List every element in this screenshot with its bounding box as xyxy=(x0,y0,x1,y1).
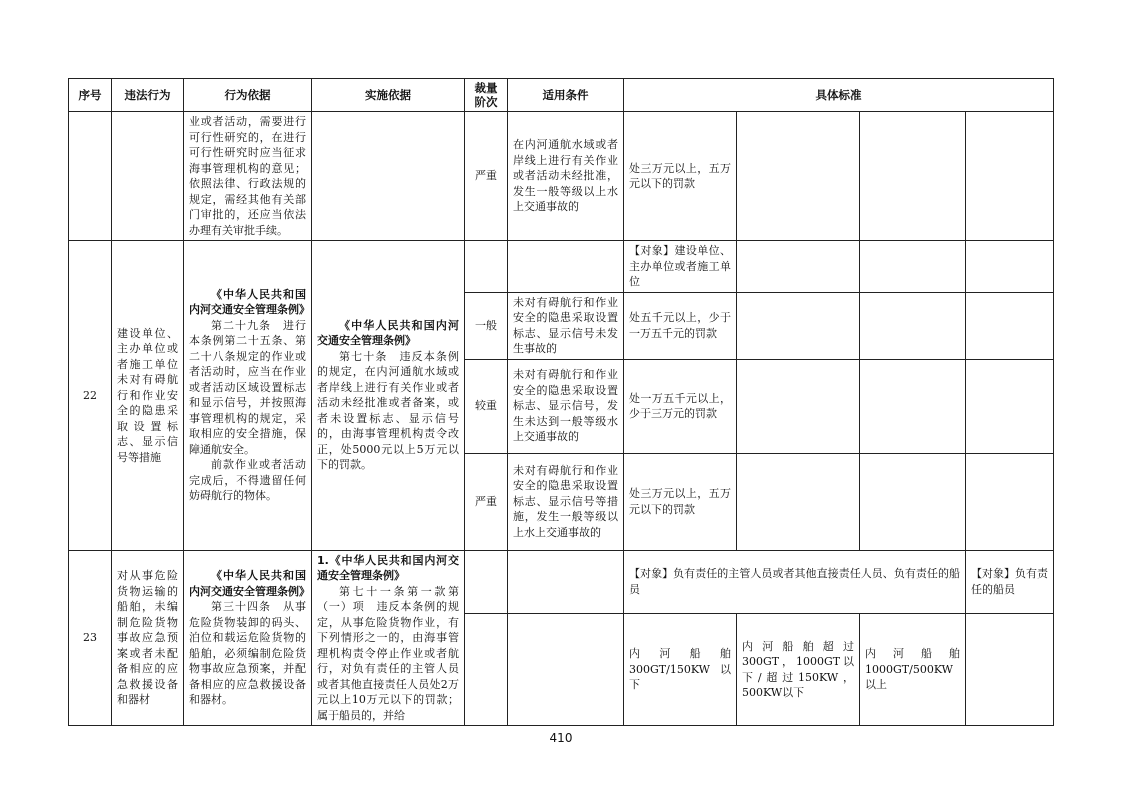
row22-basis-p2: 前款作业或者活动完成后，不得遗留任何妨碍航行的物体。 xyxy=(189,458,306,503)
row23-basis-title: 《中华人民共和国内河交通安全管理条例》 xyxy=(189,569,310,598)
row23-basis-p1: 第三十四条 从事危险货物装卸的码头、泊位和载运危险货物的船舶，必须编制危险货物事故应急预案，并配备相应的应急救援设备和器材。 xyxy=(189,600,306,706)
row22-violation: 建设单位、主办单位或者施工单位未对有碍航行和作业安全的隐患采取设置标志、显示信号等措施 xyxy=(112,241,184,551)
row22-standard-3: 处三万元以上，五万元以下的罚款 xyxy=(624,453,737,550)
row22-condition-1: 未对有碍航行和作业安全的隐患采取设置标志、显示信号未发生事故的 xyxy=(508,292,624,359)
row22-impl-title: 《中华人民共和国内河交通安全管理条例》 xyxy=(317,318,459,348)
row22-basis xyxy=(184,241,312,551)
row22-seq: 22 xyxy=(69,241,112,551)
row23-object-right: 【对象】负有责任的船员 xyxy=(966,550,1054,614)
penalty-standard-table xyxy=(68,78,1054,726)
header-seq: 序号 xyxy=(69,79,112,112)
header-impl: 实施依据 xyxy=(312,79,465,112)
row23-object-left: 【对象】负有责任的主管人员或者其他直接责任人员、负有责任的船员 xyxy=(624,550,966,614)
row23-violation: 对从事危险货物运输的船舶，未编制危险货物事故应急预案或者未配备相应的应急救援设备和器材 xyxy=(112,550,184,726)
row22-standard-1: 处五千元以上，少于一万五千元的罚款 xyxy=(624,292,737,359)
row23-impl-text: 第七十一条第一款第（一）项 违反本条例的规定，从事危险货物作业，有下列情形之一的，由海事管理机构责令停止作业或者航行，对负有责任的主管人员或者其他直接责任人员处2万元以上10万元以下的罚款；属于船员的，并给 xyxy=(317,584,459,722)
cont-condition: 在内河通航水域或者岸线上进行有关作业或者活动未经批准，发生一般等级以上水上交通事故的 xyxy=(508,112,624,241)
header-degree: 裁量阶次 xyxy=(465,79,508,112)
row22-basis-title: 《中华人民共和国内河交通安全管理条例》 xyxy=(189,287,310,317)
header-condition: 适用条件 xyxy=(508,79,624,112)
table-row xyxy=(69,241,1054,293)
cont-basis: 业或者活动，需要进行可行性研究的，在进行可行性研究时应当征求海事管理机构的意见；依照法律、行政法规的规定，需经其他有关部门审批的，还应当依法办理有关审批手续。 xyxy=(184,112,312,241)
row23-seq: 23 xyxy=(69,550,112,726)
row23-tier-1: 内河船舶300GT/150KW以下 xyxy=(624,614,737,726)
row23-impl-title: 1.《中华人民共和国内河交通安全管理条例》 xyxy=(317,553,459,582)
header-row xyxy=(69,79,1054,112)
row23-tier-2: 内河船舶超过300GT，1000GT以下/超过150KW，500KW以下 xyxy=(737,614,860,726)
row22-impl xyxy=(312,241,465,551)
row23-tier-3: 内河船舶1000GT/500KW以上 xyxy=(860,614,966,726)
table-row xyxy=(69,112,1054,241)
table-row xyxy=(69,550,1054,614)
row22-degree-1: 一般 xyxy=(465,292,508,359)
row23-basis xyxy=(184,550,312,726)
row22-impl-text: 第七十条 违反本条例的规定，在内河通航水域或者岸线上进行有关作业或者活动未经批准或者备案，或者未设置标志、显示信号的，由海事管理机构责令改正，处5000元以上5万元以下的罚款。 xyxy=(317,349,459,472)
cont-degree: 严重 xyxy=(465,112,508,241)
page-number: 410 xyxy=(549,731,573,745)
row22-condition-3: 未对有碍航行和作业安全的隐患采取设置标志、显示信号等措施，发生一般等级以上水上交通事故的 xyxy=(508,453,624,550)
row22-degree-3: 严重 xyxy=(465,453,508,550)
header-basis: 行为依据 xyxy=(184,79,312,112)
cont-standard: 处三万元以上，五万元以下的罚款 xyxy=(624,112,737,241)
row23-impl xyxy=(312,550,465,726)
header-standard: 具体标准 xyxy=(624,79,1054,112)
row22-condition-2: 未对有碍航行和作业安全的隐患采取设置标志、显示信号，发生未达到一般等级水上交通事故的 xyxy=(508,359,624,453)
row22-object: 【对象】建设单位、主办单位或者施工单位 xyxy=(624,241,737,293)
row22-standard-2: 处一万五千元以上，少于三万元的罚款 xyxy=(624,359,737,453)
row22-basis-p1: 第二十九条 进行本条例第二十五条、第二十八条规定的作业或者活动时，应当在作业或者活动区域设置标志和显示信号，并按照海事管理机构的规定，采取相应的安全措施，保障通航安全。 xyxy=(189,318,306,456)
header-violation: 违法行为 xyxy=(112,79,184,112)
row22-degree-2: 较重 xyxy=(465,359,508,453)
